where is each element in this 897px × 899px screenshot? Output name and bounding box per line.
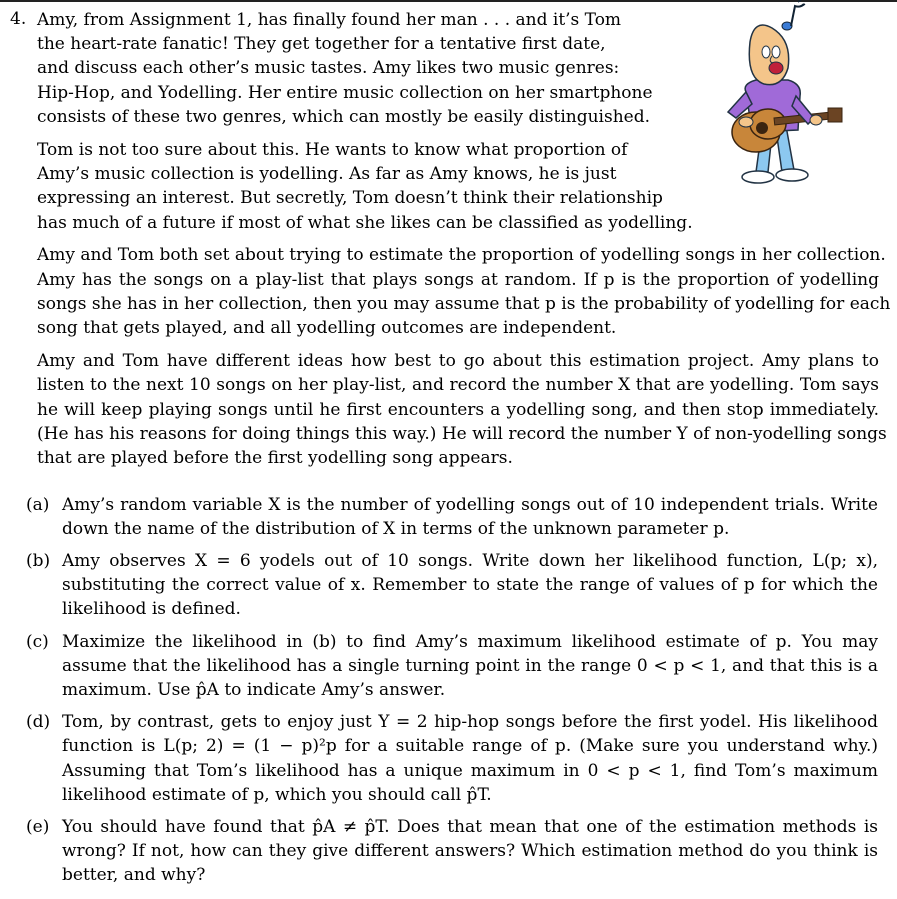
text-line: function is L(p; 2) = (1 − p)²p for a suitable range of p. (Make sure you understand why.)	[62, 736, 878, 756]
text-line: songs she has in her collection, then you may assume that p is the probability of yodelling for each	[37, 294, 891, 314]
text-line: Amy, from Assignment 1, has finally found her man . . . and it’s Tom	[37, 10, 622, 30]
text-line: Maximize the likelihood in (b) to find Amy’s maximum likelihood estimate of p. You may	[62, 632, 878, 652]
text-line: expressing an interest. But secretly, Tom doesn’t think their relationship	[37, 188, 663, 208]
text-line: song that gets played, and all yodelling outcomes are independent.	[37, 318, 617, 338]
text-line: Tom, by contrast, gets to enjoy just Y = 2 hip-hop songs before the first yodel. His likelihood	[62, 712, 878, 732]
part-label: (c)	[26, 632, 49, 652]
text-line: Amy’s random variable X is the number of yodelling songs out of 10 independent trials. Write	[62, 495, 878, 515]
text-line: substituting the correct value of x. Remember to state the range of values of p for which the	[62, 575, 878, 595]
text-line: You should have found that p̂A ≠ p̂T. Does that mean that one of the estimation methods is	[62, 817, 878, 837]
text-line: Amy observes X = 6 yodels out of 10 songs. Write down her likelihood function, L(p; x),	[62, 551, 878, 571]
text-line: Hip-Hop, and Yodelling. Her entire music collection on her smartphone	[37, 83, 653, 103]
music-note-icon	[782, 0, 805, 30]
text-line: down the name of the distribution of X in terms of the unknown parameter p.	[62, 519, 730, 539]
part-label: (e)	[26, 817, 50, 837]
text-line: he will keep playing songs until he first encounters a yodelling song, and then stop immediately.	[37, 400, 879, 420]
text-line: Assuming that Tom’s likelihood has a unique maximum in 0 < p < 1, find Tom’s maximum	[62, 761, 878, 781]
part-label: (a)	[26, 495, 50, 515]
part-label: (d)	[26, 712, 51, 732]
text-line: Amy’s music collection is yodelling. As far as Amy knows, he is just	[37, 164, 617, 184]
singing-guitarist-illustration	[716, 0, 848, 190]
text-line: (He has his reasons for doing things this way.) He will record the number Y of non-yodelling songs	[37, 424, 887, 444]
text-line: likelihood estimate of p, which you should call p̂T.	[62, 785, 492, 805]
text-line: better, and why?	[62, 865, 206, 885]
text-line: maximum. Use p̂A to indicate Amy’s answer.	[62, 680, 446, 700]
text-line: assume that the likelihood has a single turning point in the range 0 < p < 1, and that this is a	[62, 656, 878, 676]
text-line: Amy has the songs on a play-list that plays songs at random. If p is the proportion of yodelling	[37, 270, 879, 290]
part-label: (b)	[26, 551, 51, 571]
question-number: 4.	[10, 9, 27, 29]
text-line: likelihood is defined.	[62, 599, 241, 619]
text-line: has much of a future if most of what she likes can be classified as yodelling.	[37, 213, 693, 233]
text-line: wrong? If not, how can they give different answers? Which estimation method do you think is	[62, 841, 878, 861]
text-line: listen to the next 10 songs on her play-list, and record the number X that are yodelling. Tom says	[37, 375, 879, 395]
text-line: Tom is not too sure about this. He wants to know what proportion of	[37, 140, 628, 160]
text-line: consists of these two genres, which can mostly be easily distinguished.	[37, 107, 651, 127]
text-line: the heart-rate fanatic! They get together for a tentative first date,	[37, 34, 606, 54]
text-line: Amy and Tom both set about trying to estimate the proportion of yodelling songs in her collection.	[37, 245, 886, 265]
text-line: and discuss each other’s music tastes. Amy likes two music genres:	[37, 58, 620, 78]
text-line: that are played before the first yodelling song appears.	[37, 448, 513, 468]
text-line: Amy and Tom have different ideas how best to go about this estimation project. Amy plans to	[37, 351, 879, 371]
